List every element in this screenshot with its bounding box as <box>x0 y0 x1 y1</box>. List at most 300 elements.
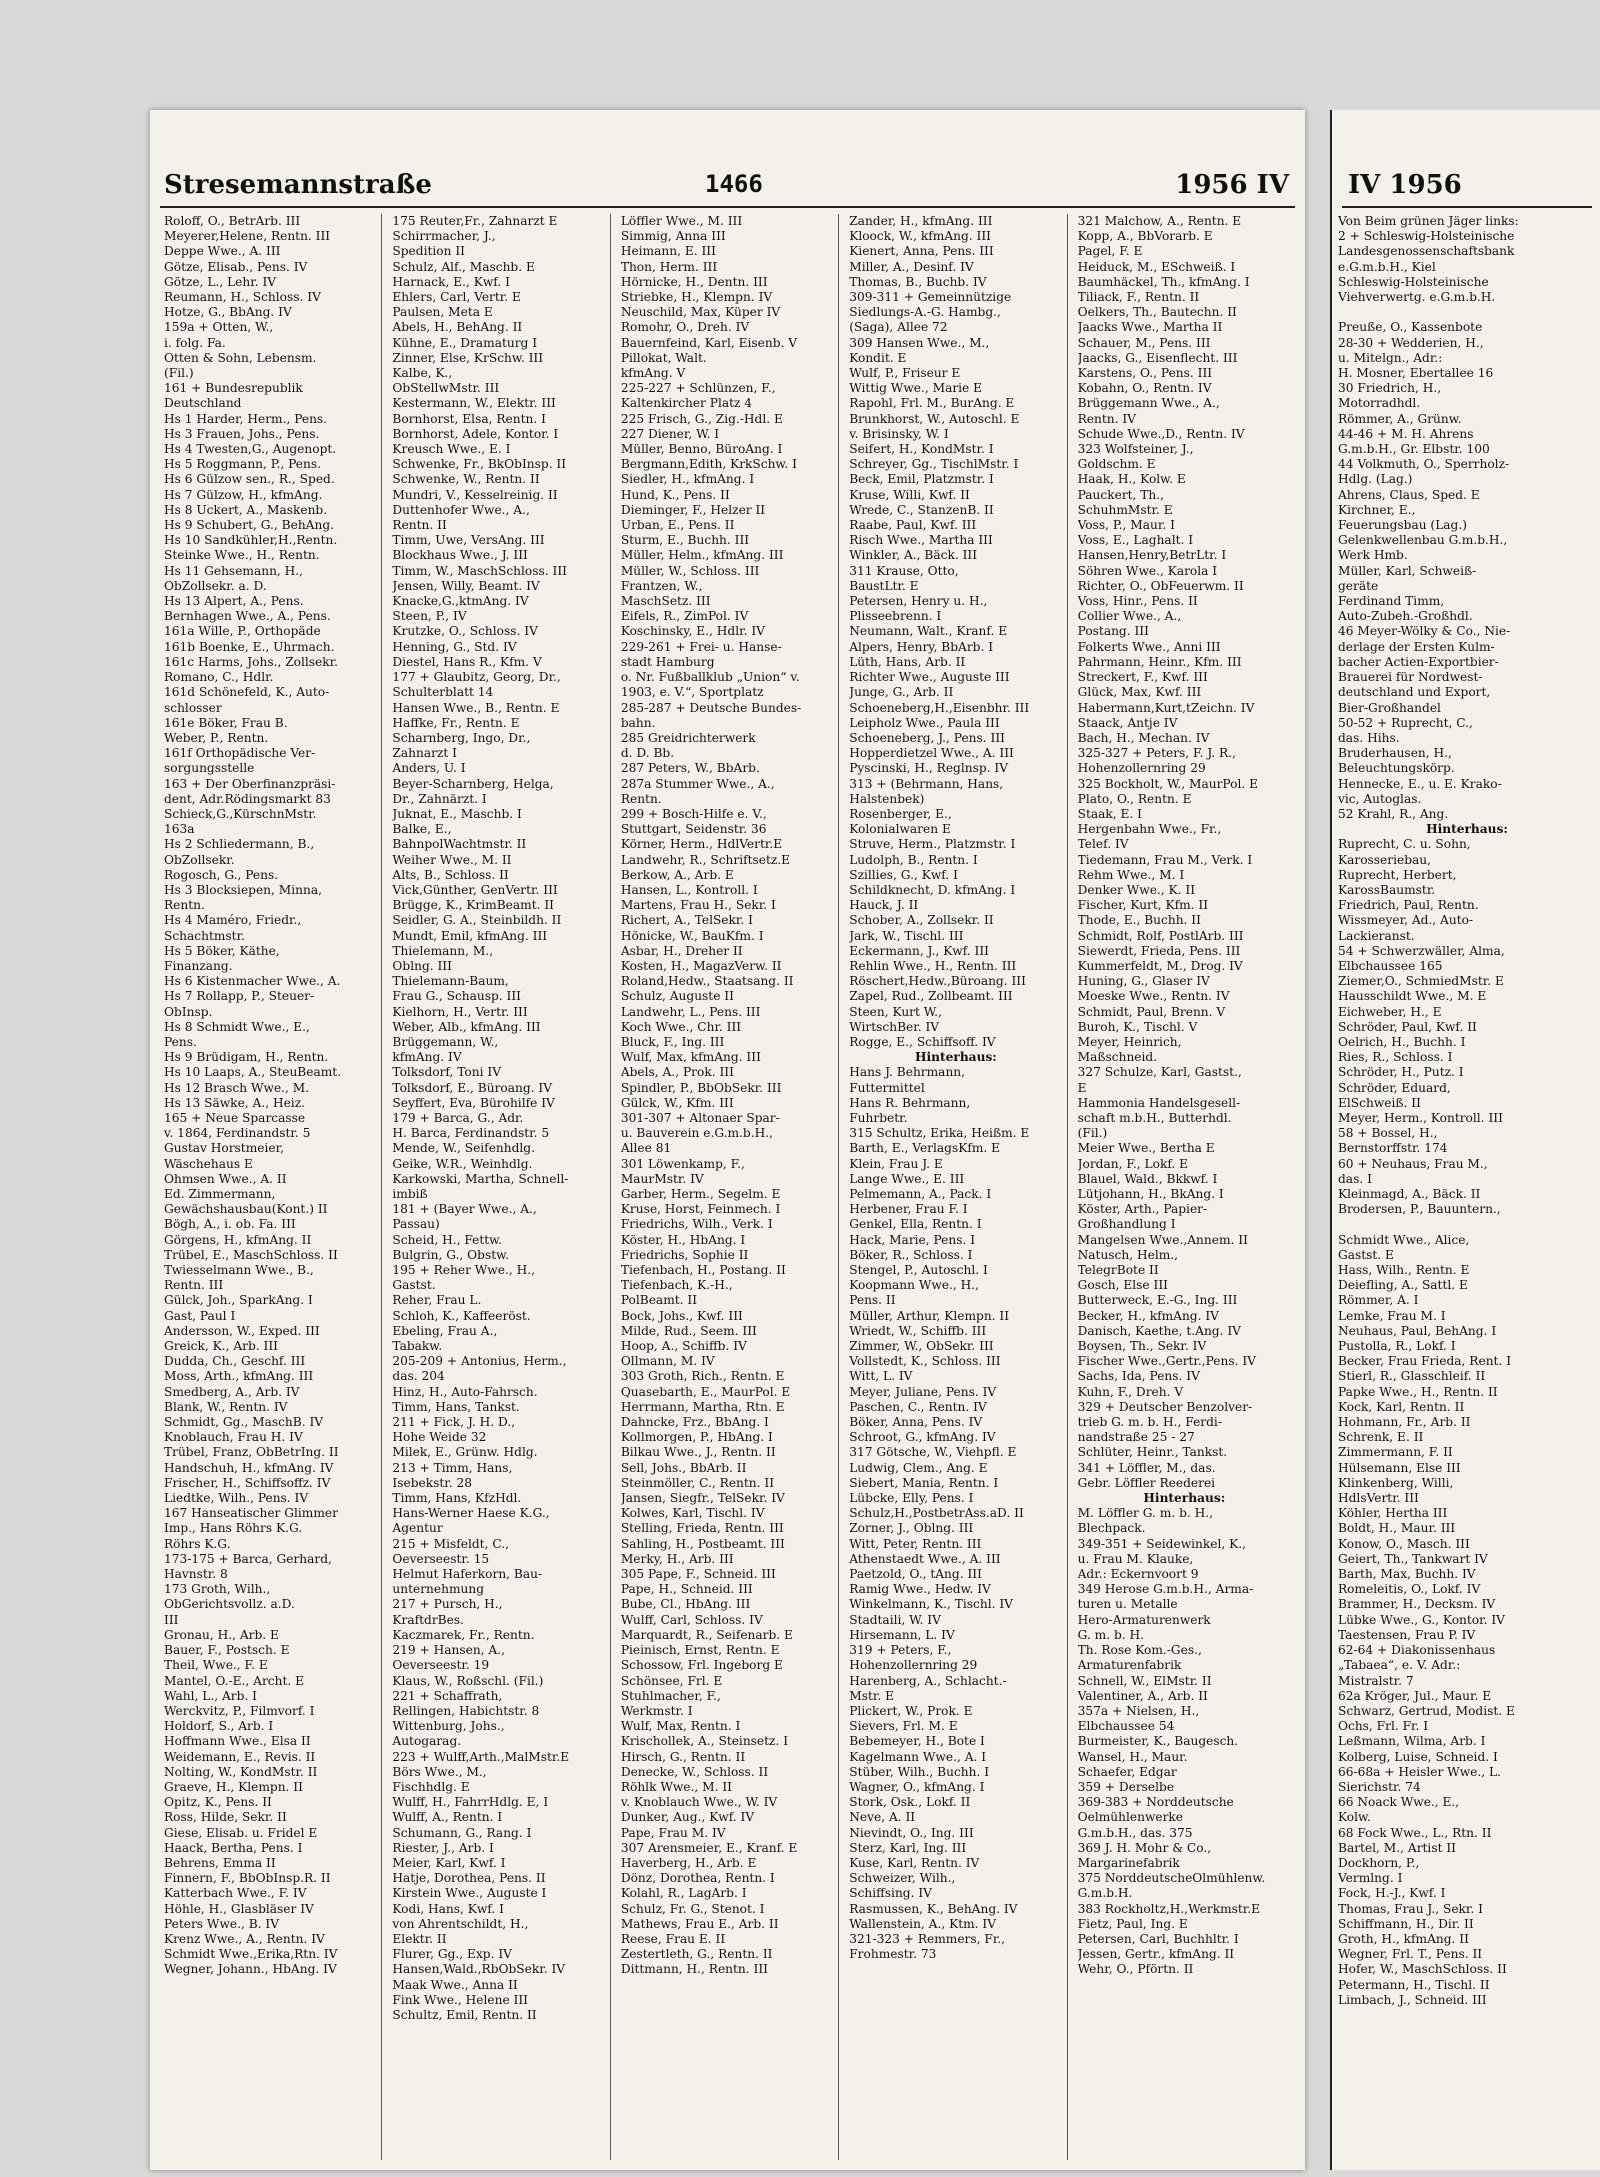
directory-entry: Urban, E., Pens. II <box>620 518 735 533</box>
directory-entry: Haffke, Fr., Rentn. E <box>392 715 520 730</box>
directory-entry: Elektr. II <box>392 1931 447 1946</box>
directory-entry: Tiliack, F., Rentn. II <box>1077 290 1200 305</box>
directory-entry: Paetzold, O., tAng. III <box>849 1567 982 1582</box>
directory-entry: 287 Peters, W., BbArb. <box>620 761 760 776</box>
directory-entry: Lange Wwe., E. III <box>849 1171 965 1186</box>
directory-entry: Kreusch Wwe., E. I <box>392 442 511 457</box>
directory-entry: Jark, W., Tischl. III <box>849 928 964 943</box>
directory-entry: Thode, E., Buchh. II <box>1077 913 1201 928</box>
directory-entry: Tiedemann, Frau M., Verk. I <box>1077 852 1253 867</box>
directory-entry: 285 Greidrichterwerk <box>620 730 756 745</box>
directory-entry: Hund, K., Pens. II <box>620 487 730 502</box>
directory-entry: Timm, Uwe, VersAng. III <box>392 533 545 548</box>
directory-entry: Röhrs K.G. <box>164 1536 231 1551</box>
columns <box>160 214 1295 2160</box>
directory-entry: Wulf, Max, Rentn. I <box>620 1719 741 1734</box>
directory-entry: Höhle, H., Glasbläser IV <box>164 1901 314 1916</box>
directory-entry: Futtermittel <box>849 1080 925 1095</box>
directory-entry: (Fil.) <box>164 366 194 381</box>
directory-entry: Steinke Wwe., H., Rentn. <box>164 548 320 563</box>
directory-entry: E <box>1077 1080 1087 1095</box>
next-page-year: IV 1956 <box>1348 170 1462 200</box>
directory-entry: Kaltenkircher Platz 4 <box>620 396 753 411</box>
directory-entry: Gülck, Joh., SparkAng. I <box>164 1293 313 1308</box>
directory-entry: Seidler, G. A., Steinbildh. II <box>392 913 562 928</box>
directory-entry: Lemke, Frau M. I <box>1338 1308 1446 1323</box>
directory-entry: Hs 2 Schliedermann, B., <box>164 837 315 852</box>
directory-entry: Sachs, Ida, Pens. IV <box>1077 1369 1200 1384</box>
directory-entry: Paulsen, Meta E <box>392 305 493 320</box>
directory-entry: Gebr. Löffler Reederei <box>1077 1475 1216 1490</box>
directory-entry: Wulff, A., Rentn. I <box>392 1810 503 1825</box>
directory-entry: Hergenbahn Wwe., Fr., <box>1077 822 1222 837</box>
directory-entry: Stork, Osk., Lokf. II <box>849 1795 971 1810</box>
directory-entry: Hörnicke, H., Dentn. III <box>620 274 768 289</box>
directory-entry: Zapel, Rud., Zollbeamt. III <box>849 989 1013 1004</box>
directory-entry: Landwehr, R., Schriftsetz.E <box>620 852 791 867</box>
directory-entry: Schweizer, Wilh., <box>849 1871 956 1886</box>
directory-entry: 161c Harms, Johs., Zollsekr. <box>164 654 339 669</box>
directory-entry: Hs 10 Sandkühler,H.,Rentn. <box>164 533 338 548</box>
directory-entry: Winkler, A., Bäck. III <box>849 548 978 563</box>
directory-entry: 369 J. H. Mohr & Co., <box>1077 1840 1212 1855</box>
directory-entry: unternehmung <box>392 1582 485 1597</box>
directory-entry: Bögh, A., i. ob. Fa. III <box>164 1217 296 1232</box>
directory-entry: Görgens, H., kfmAng. II <box>164 1232 312 1247</box>
directory-entry: Weiher Wwe., M. II <box>392 852 512 867</box>
directory-entry: H. Mosner, Ebertallee 16 <box>1338 366 1494 381</box>
directory-entry: vic, Autoglas. <box>1338 791 1422 806</box>
directory-entry: 44-46 + M. H. Ahrens <box>1338 426 1474 441</box>
directory-entry: Hs 1 Harder, Herm., Pens. <box>164 411 328 426</box>
directory-entry: Ed. Zimmermann, <box>164 1187 276 1201</box>
directory-entry: Elbchaussee 54 <box>1077 1719 1175 1734</box>
directory-entry: Bergmann,Edith, KrkSchw. I <box>620 457 797 472</box>
directory-entry: 213 + Timm, Hans, <box>392 1460 513 1475</box>
directory-entry: G. m. b. H. <box>1077 1627 1145 1642</box>
directory-entry: Staack, Antje IV <box>1077 715 1178 730</box>
directory-entry: Brügge, K., KrimBeamt. II <box>392 898 554 913</box>
directory-entry: Flurer, Gg., Exp. IV <box>392 1947 512 1962</box>
directory-entry: schlosser <box>164 700 222 715</box>
directory-entry: das. I <box>1338 1171 1372 1186</box>
directory-entry: Witt, L. IV <box>849 1369 913 1384</box>
directory-entry: Meyer, Juliane, Pens. IV <box>849 1384 997 1399</box>
directory-entry: Hohmann, Fr., Arb. II <box>1338 1415 1471 1430</box>
directory-entry: Hans J. Behrmann, <box>849 1065 966 1080</box>
directory-entry: Bauernfeind, Karl, Eisenb. V <box>620 335 798 350</box>
directory-entry: Schoeneberg,H.,Eisenbhr. III <box>849 700 1030 715</box>
directory-page <box>150 110 1305 2170</box>
directory-entry: Hans R. Behrmann, <box>849 1095 971 1110</box>
directory-entry: Mangelsen Wwe.,Annem. II <box>1077 1232 1248 1247</box>
directory-entry: Werkmstr. I <box>620 1703 693 1718</box>
directory-entry: ObGerichtsvollz. a.D. <box>164 1597 295 1612</box>
directory-entry: Hoop, A., Schiffb. IV <box>620 1339 747 1354</box>
directory-entry: Siedler, H., kfmAng. I <box>620 472 755 487</box>
directory-entry: Handschuh, H., kfmAng. IV <box>164 1460 334 1475</box>
directory-entry: Natusch, Helm., <box>1077 1247 1179 1262</box>
directory-entry: 323 Wolfsteiner, J., <box>1077 442 1194 457</box>
directory-entry: Schmidt Wwe., Alice, <box>1338 1232 1470 1247</box>
directory-entry: Taestensen, Frau P. IV <box>1338 1627 1476 1642</box>
directory-entry: Romano, C., Hdlr. <box>164 670 274 685</box>
directory-entry: Lütjohann, H., BkAng. I <box>1077 1187 1224 1201</box>
directory-entry: Andersson, W., Exped. III <box>164 1323 320 1338</box>
directory-entry: Denecke, W., Schloss. II <box>620 1764 769 1779</box>
column-5 <box>1074 214 1295 2160</box>
directory-entry: 305 Pape, F., Schneid. III <box>620 1567 776 1582</box>
directory-entry: Theil, Wwe., F. E <box>164 1658 268 1673</box>
directory-entry: Dieminger, F., Helzer II <box>620 502 766 517</box>
directory-entry: Müller, Benno, BüroAng. I <box>620 442 783 457</box>
directory-entry: 179 + Barca, G., Adr. <box>392 1110 524 1125</box>
directory-entry: MaurMstr. IV <box>620 1171 704 1186</box>
directory-entry: Junge, G., Arb. II <box>849 685 954 700</box>
directory-entry: Hs 13 Alpert, A., Pens. <box>164 594 304 609</box>
directory-entry: Ruprecht, Herbert, <box>1338 867 1457 882</box>
directory-entry: Boysen, Th., Sekr. IV <box>1077 1339 1207 1354</box>
directory-entry: Petermann, H., Tischl. II <box>1338 1977 1490 1992</box>
directory-entry: Jessen, Gertr., kfmAng. II <box>1077 1947 1235 1962</box>
directory-entry: Hausschildt Wwe., M. E <box>1338 989 1487 1004</box>
directory-entry: Reher, Frau L. <box>392 1293 482 1308</box>
directory-entry: Schröder, Eduard, <box>1338 1080 1451 1095</box>
directory-entry: Allee 81 <box>620 1141 672 1156</box>
directory-entry: Finnern, F., BbObInsp.R. II <box>164 1871 331 1886</box>
directory-entry: Wulf, Max, kfmAng. III <box>620 1050 761 1065</box>
directory-entry: 321 Malchow, A., Rentn. E <box>1077 214 1242 228</box>
directory-entry: Nolting, W., KondMstr. II <box>164 1764 318 1779</box>
directory-entry: Rentn. III <box>164 1278 224 1293</box>
directory-entry: Timm, Hans, Tankst. <box>392 1399 520 1414</box>
directory-entry: Beyer-Scharnberg, Helga, <box>392 776 554 791</box>
directory-entry: Diestel, Hans R., Kfm. V <box>392 654 542 669</box>
directory-entry: Karkowski, Martha, Schnell- <box>392 1171 569 1186</box>
directory-entry: Kobahn, O., Rentn. IV <box>1077 381 1212 396</box>
directory-entry: Friedrichs, Sophie II <box>620 1247 749 1262</box>
directory-entry: 62a Kröger, Jul., Maur. E <box>1338 1688 1492 1703</box>
directory-entry: G.m.b.H., das. 375 <box>1077 1825 1193 1840</box>
directory-entry: Ferdinand Timm, <box>1338 594 1445 609</box>
directory-entry: derlage der Ersten Kulm- <box>1338 639 1495 654</box>
directory-entry: Deiefling, A., Sattl. E <box>1338 1278 1468 1293</box>
directory-entry: Brüggemann, W., <box>392 1034 499 1049</box>
directory-entry: Schröder, Paul, Kwf. II <box>1338 1019 1477 1034</box>
directory-entry: Kopp, A., BbVorarb. E <box>1077 229 1213 244</box>
directory-entry: Schmidt, Paul, Brenn. V <box>1077 1004 1226 1019</box>
directory-entry: Anders, U. I <box>392 761 466 776</box>
year-volume: 1956 IV <box>1175 170 1289 200</box>
directory-entry: Gustav Horstmeier, <box>164 1141 284 1156</box>
directory-entry: Müller, Karl, Schweiß- <box>1338 563 1477 578</box>
directory-entry: Greick, K., Arb. III <box>164 1339 278 1354</box>
directory-entry: Schude Wwe.,D., Rentn. IV <box>1077 426 1245 441</box>
directory-entry: Agentur <box>392 1521 443 1536</box>
directory-entry: Römmer, A., Grünw. <box>1338 411 1462 426</box>
directory-entry: 285-287 + Deutsche Bundes- <box>620 700 802 715</box>
directory-entry: Zinner, Else, KrSchw. III <box>392 350 544 365</box>
directory-entry: Hinz, H., Auto-Fahrsch. <box>392 1384 538 1399</box>
directory-entry: 229-261 + Frei- u. Hanse- <box>620 639 782 654</box>
directory-entry: Schwarz, Gertrud, Modist. E <box>1338 1703 1515 1718</box>
directory-entry: Börs Wwe., M., <box>392 1764 487 1779</box>
directory-entry: Schnell, W., ElMstr. II <box>1077 1673 1212 1688</box>
directory-entry: Fuhrbetr. <box>849 1110 908 1125</box>
directory-entry: 315 Schultz, Erika, Heißm. E <box>849 1126 1030 1141</box>
directory-entry: Szillies, G., Kwf. I <box>849 867 958 882</box>
directory-entry: 177 + Glaubitz, Georg, Dr., <box>392 670 561 685</box>
column-2 <box>388 214 610 2160</box>
directory-entry: Risch Wwe., Martha III <box>849 533 993 548</box>
directory-entry: Harnack, E., Kwf. I <box>392 274 510 289</box>
directory-entry: Wriedt, W., Schiffb. III <box>849 1323 987 1338</box>
directory-entry: Schiffsing. IV <box>849 1886 932 1901</box>
directory-entry: Seifert, H., KondMstr. I <box>849 442 994 457</box>
directory-entry: Maak Wwe., Anna II <box>392 1977 518 1992</box>
directory-entry: Kollmorgen, P., HbAng. I <box>620 1430 773 1445</box>
directory-entry: Paschen, C., Rentn. IV <box>849 1399 987 1414</box>
directory-entry: Habermann,Kurt,tZeichn. IV <box>1077 700 1255 715</box>
directory-entry: 161e Böker, Frau B. <box>164 715 288 730</box>
directory-entry: Kruse, Willi, Kwf. II <box>849 487 970 502</box>
directory-entry: MaschSetz. III <box>620 594 711 609</box>
directory-entry: Abels, A., Prok. III <box>620 1065 734 1080</box>
directory-entry: Hinterhaus: <box>915 1050 997 1065</box>
directory-entry: Schroot, G., kfmAng. IV <box>849 1430 996 1445</box>
directory-entry: Schönsee, Frl. E <box>620 1673 723 1688</box>
directory-entry: Huning, G., Glaser IV <box>1077 974 1210 989</box>
directory-entry: Pelmemann, A., Pack. I <box>849 1187 992 1201</box>
directory-entry: Ruprecht, C. u. Sohn, <box>1338 837 1471 852</box>
directory-entry: Hoffmann Wwe., Elsa II <box>164 1734 311 1749</box>
directory-entry: Deutschland <box>164 396 242 411</box>
directory-entry: Wegner, Frl. T., Pens. II <box>1338 1947 1483 1962</box>
directory-entry: 175 Reuter,Fr., Zahnarzt E <box>392 214 558 228</box>
directory-entry: Von Beim grünen Jäger links: <box>1338 214 1519 228</box>
directory-entry: ObStellwMstr. III <box>392 381 500 396</box>
directory-entry: (Fil.) <box>1077 1126 1108 1141</box>
directory-entry: 309-311 + Gemeinnützige <box>849 290 1012 305</box>
directory-entry: Geike, W.R., Weinhdlg. <box>392 1156 533 1171</box>
directory-entry: Hinterhaus: <box>1426 822 1508 837</box>
directory-entry: KraftdrBes. <box>392 1612 464 1627</box>
directory-entry: HdlsVertr. III <box>1338 1491 1419 1506</box>
directory-entry: Beleuchtungskörp. <box>1338 761 1455 776</box>
directory-entry: Wallenstein, A., Ktm. IV <box>849 1916 997 1931</box>
directory-entry: Bier-Großhandel <box>1338 700 1441 715</box>
directory-entry: 161a Wille, P., Orthopäde <box>164 624 321 639</box>
directory-entry: Reese, Frau E. II <box>620 1931 726 1946</box>
directory-entry: Siedlungs-A.-G. Hambg., <box>849 305 1001 320</box>
directory-entry: Milek, E., Grünw. Hdlg. <box>392 1445 538 1460</box>
directory-entry: Graeve, H., Klempn. II <box>164 1779 303 1794</box>
directory-entry: Rogosch, G., Pens. <box>164 867 279 882</box>
directory-entry: Mende, W., Seifenhdlg. <box>392 1141 535 1156</box>
directory-entry: Tolksdorf, Toni IV <box>392 1065 502 1080</box>
directory-entry: Zestertleth, G., Rentn. II <box>620 1947 773 1962</box>
directory-entry: Bornhorst, Adele, Kontor. I <box>392 426 559 441</box>
directory-entry: Stelling, Frieda, Rentn. III <box>620 1521 784 1536</box>
directory-entry: Hs 3 Frauen, Johs., Pens. <box>164 426 320 441</box>
directory-entry: Koch Wwe., Chr. III <box>620 1019 742 1034</box>
directory-entry: Friedrichs, Wilh., Verk. I <box>620 1217 773 1232</box>
directory-entry: Kloock, W., kfmAng. III <box>849 229 991 244</box>
directory-entry: Bauer, F., Postsch. E <box>164 1643 290 1658</box>
directory-entry: (Saga), Allee 72 <box>849 320 948 335</box>
directory-entry: Holdorf, S., Arb. I <box>164 1719 274 1734</box>
directory-entry: Müller, Helm., kfmAng. III <box>620 548 784 563</box>
directory-entry: 205-209 + Antonius, Herm., <box>392 1354 567 1369</box>
directory-entry: Harenberg, A., Schlacht.- <box>849 1673 1007 1688</box>
directory-entry: Sievers, Frl. M. E <box>849 1719 958 1734</box>
directory-entry: Bulgrin, G., Obstw. <box>392 1247 509 1262</box>
directory-entry: von Ahrentschildt, H., <box>392 1916 529 1931</box>
directory-entry: Hs 3 Blocksiepen, Minna, <box>164 882 322 897</box>
directory-entry: Abels, H., BehAng. II <box>392 320 523 335</box>
directory-entry: 62-64 + Diakonissenhaus <box>1338 1643 1496 1658</box>
directory-entry: Frohmestr. 73 <box>849 1947 937 1962</box>
directory-entry: 327 Schulze, Karl, Gastst., <box>1077 1065 1242 1080</box>
directory-entry: Kaczmarek, Fr., Rentn. <box>392 1627 535 1642</box>
directory-entry: Kirstein Wwe., Auguste I <box>392 1886 547 1901</box>
directory-entry: Tiefenbach, H., Postang. II <box>620 1263 786 1278</box>
directory-entry: 211 + Fick, J. H. D., <box>392 1415 516 1430</box>
directory-entry: Miller, A., Desinf. IV <box>849 259 974 274</box>
directory-entry: Körner, Herm., HdlVertr.E <box>620 837 783 852</box>
directory-entry: Pagel, F. E <box>1077 244 1143 259</box>
directory-entry: v. Brisinsky, W. I <box>849 426 949 441</box>
directory-entry: das. Hihs. <box>1338 730 1400 745</box>
directory-entry: Weidemann, E., Revis. II <box>164 1749 316 1764</box>
directory-entry: 375 NorddeutscheOlmühlenw. <box>1077 1871 1266 1886</box>
directory-entry: Meyer, Heinrich, <box>1077 1034 1182 1049</box>
directory-entry: Ludwig, Clem., Ang. E <box>849 1460 988 1475</box>
directory-entry: deutschland und Export, <box>1338 685 1491 700</box>
column-4 <box>845 214 1067 2160</box>
directory-entry: Landwehr, L., Pens. III <box>620 1004 761 1019</box>
directory-entry: Hönicke, W., BauKfm. I <box>620 928 764 943</box>
directory-entry: Moeske Wwe., Rentn. IV <box>1077 989 1230 1004</box>
street-heading: Stresemannstraße <box>164 170 432 200</box>
directory-entry: Zorner, J., Oblng. III <box>849 1521 974 1536</box>
directory-entry: 30 Friedrich, H., <box>1338 381 1442 396</box>
directory-entry: Böker, R., Schloss. I <box>849 1247 973 1262</box>
directory-entry: Wehr, O., Pförtn. II <box>1077 1962 1194 1977</box>
directory-entry: Pens. II <box>849 1293 896 1308</box>
directory-entry: III <box>164 1612 179 1627</box>
directory-entry: Auto-Zubeh.-Großhdl. <box>1338 609 1473 624</box>
directory-entry: Rellingen, Habichtstr. 8 <box>392 1703 540 1718</box>
directory-entry: Trübel, E., MaschSchloss. II <box>164 1247 338 1262</box>
directory-entry: Genkel, Ella, Rentn. I <box>849 1217 982 1232</box>
directory-entry: Hs 4 Maméro, Friedr., <box>164 913 302 928</box>
directory-entry: SchuhmMstr. E <box>1077 502 1173 517</box>
directory-entry: Hammonia Handelsgesell- <box>1077 1095 1241 1110</box>
directory-entry: 173 Groth, Wilh., <box>164 1582 271 1597</box>
directory-entry: 1903, e. V.“, Sportplatz <box>620 685 764 700</box>
directory-entry: i. folg. Fa. <box>164 335 226 350</box>
directory-entry: Bartel, M., Artist II <box>1338 1840 1456 1855</box>
directory-entry: Hinterhaus: <box>1143 1491 1226 1506</box>
directory-entry: Hs 13 Säwke, A., Heiz. <box>164 1095 305 1110</box>
directory-entry: Röhlk Wwe., M. II <box>620 1779 732 1794</box>
directory-entry: 307 Arensmeier, E., Kranf. E <box>620 1840 798 1855</box>
directory-entry: Wittig Wwe., Marie E <box>849 381 983 396</box>
directory-entry: Becker, H., kfmAng. IV <box>1077 1308 1219 1323</box>
directory-entry: Heimann, E. III <box>620 244 716 259</box>
directory-entry: 325 Bockholt, W., MaurPol. E <box>1077 776 1259 791</box>
directory-entry: Fock, H.-J., Kwf. I <box>1338 1886 1446 1901</box>
directory-entry: bacher Actien-Exportbier- <box>1338 654 1499 669</box>
directory-entry: Liedtke, Wilh., Pens. IV <box>164 1491 309 1506</box>
directory-entry: Krutzke, O., Schloss. IV <box>392 624 538 639</box>
directory-entry: Thomas, Frau J., Sekr. I <box>1338 1901 1483 1916</box>
directory-entry: Blank, W., Rentn. IV <box>164 1399 288 1414</box>
directory-entry: Schoeneberg, J., Pens. III <box>849 730 1005 745</box>
directory-entry: das. 204 <box>392 1369 445 1384</box>
directory-entry: Hs 6 Gülzow sen., R., Sped. <box>164 472 335 487</box>
directory-entry: Löffler Wwe., M. III <box>620 214 743 228</box>
directory-entry: Herbener, Frau F. I <box>849 1202 968 1217</box>
directory-entry: 161b Boenke, E., Uhrmach. <box>164 639 335 654</box>
directory-entry: Götze, Elisab., Pens. IV <box>164 259 308 274</box>
directory-entry: 163a <box>164 822 195 837</box>
directory-entry: Hs 11 Gehsemann, H., <box>164 563 304 578</box>
directory-entry: Voss, P., Maur. I <box>1077 518 1175 533</box>
directory-entry: Meyer, Herm., Kontroll. III <box>1338 1110 1503 1125</box>
directory-entry: Voss, Hinr., Pens. II <box>1077 594 1198 609</box>
directory-entry: sorgungsstelle <box>164 761 255 776</box>
directory-entry: Berkow, A., Arb. E <box>620 867 734 882</box>
directory-entry: Riester, J., Arb. I <box>392 1840 494 1855</box>
directory-entry: Frischer, H., Schiffsoffz. IV <box>164 1475 331 1490</box>
directory-entry: 301-307 + Altonaer Spar- <box>620 1110 780 1125</box>
directory-entry: Garber, Herm., Segelm. E <box>620 1187 781 1201</box>
directory-entry: 225-227 + Schlünzen, F., <box>620 381 776 396</box>
directory-entry: Lübke Wwe., G., Kontor. IV <box>1338 1612 1505 1627</box>
directory-entry: Gastst. <box>392 1278 436 1293</box>
directory-entry: o. Nr. Fußballklub „Union“ v. <box>620 670 800 685</box>
directory-entry: Steinmöller, C., Rentn. II <box>620 1475 775 1490</box>
directory-entry: Pustolla, R., Lokf. I <box>1338 1339 1456 1354</box>
directory-entry: Staak, E. I <box>1077 806 1142 821</box>
directory-entry: KarossBaumstr. <box>1338 882 1436 897</box>
directory-entry: Hs 6 Kistenmacher Wwe., A. <box>164 974 341 989</box>
directory-entry: Stüber, Wilh., Buchh. I <box>849 1764 990 1779</box>
directory-entry: Lackieranst. <box>1338 928 1415 943</box>
directory-entry: Isebekstr. 28 <box>392 1475 472 1490</box>
directory-entry: 223 + Wulff,Arth.,MalMstr.E <box>392 1749 570 1764</box>
directory-entry: kfmAng. V <box>620 366 686 381</box>
directory-entry: Schwenke, W., Rentn. II <box>392 472 540 487</box>
directory-entry: Knoblauch, Frau H. IV <box>164 1430 303 1445</box>
directory-entry: Plisseebrenn. I <box>849 609 942 624</box>
directory-entry: Wittenburg, Johs., <box>392 1719 505 1734</box>
directory-entry: stadt Hamburg <box>620 654 715 669</box>
directory-entry: Otten & Sohn, Lebensm. <box>164 350 317 365</box>
directory-entry: Meier, Karl, Kwf. I <box>392 1855 506 1870</box>
directory-entry: Neuschild, Max, Küper IV <box>620 305 781 320</box>
directory-entry: Böker, Anna, Pens. IV <box>849 1415 983 1430</box>
directory-entry: Dittmann, H., Rentn. III <box>620 1962 768 1977</box>
directory-entry: Kosten, H., MagazVerw. II <box>620 958 782 973</box>
directory-entry: Zimmermann, F. II <box>1338 1445 1453 1460</box>
directory-entry: Mathews, Frau E., Arb. II <box>620 1916 779 1931</box>
directory-entry: Sahling, H., Postbeamt. III <box>620 1536 785 1551</box>
directory-entry: Kolw. <box>1338 1810 1371 1825</box>
directory-entry: Rentn. IV <box>1077 411 1136 426</box>
